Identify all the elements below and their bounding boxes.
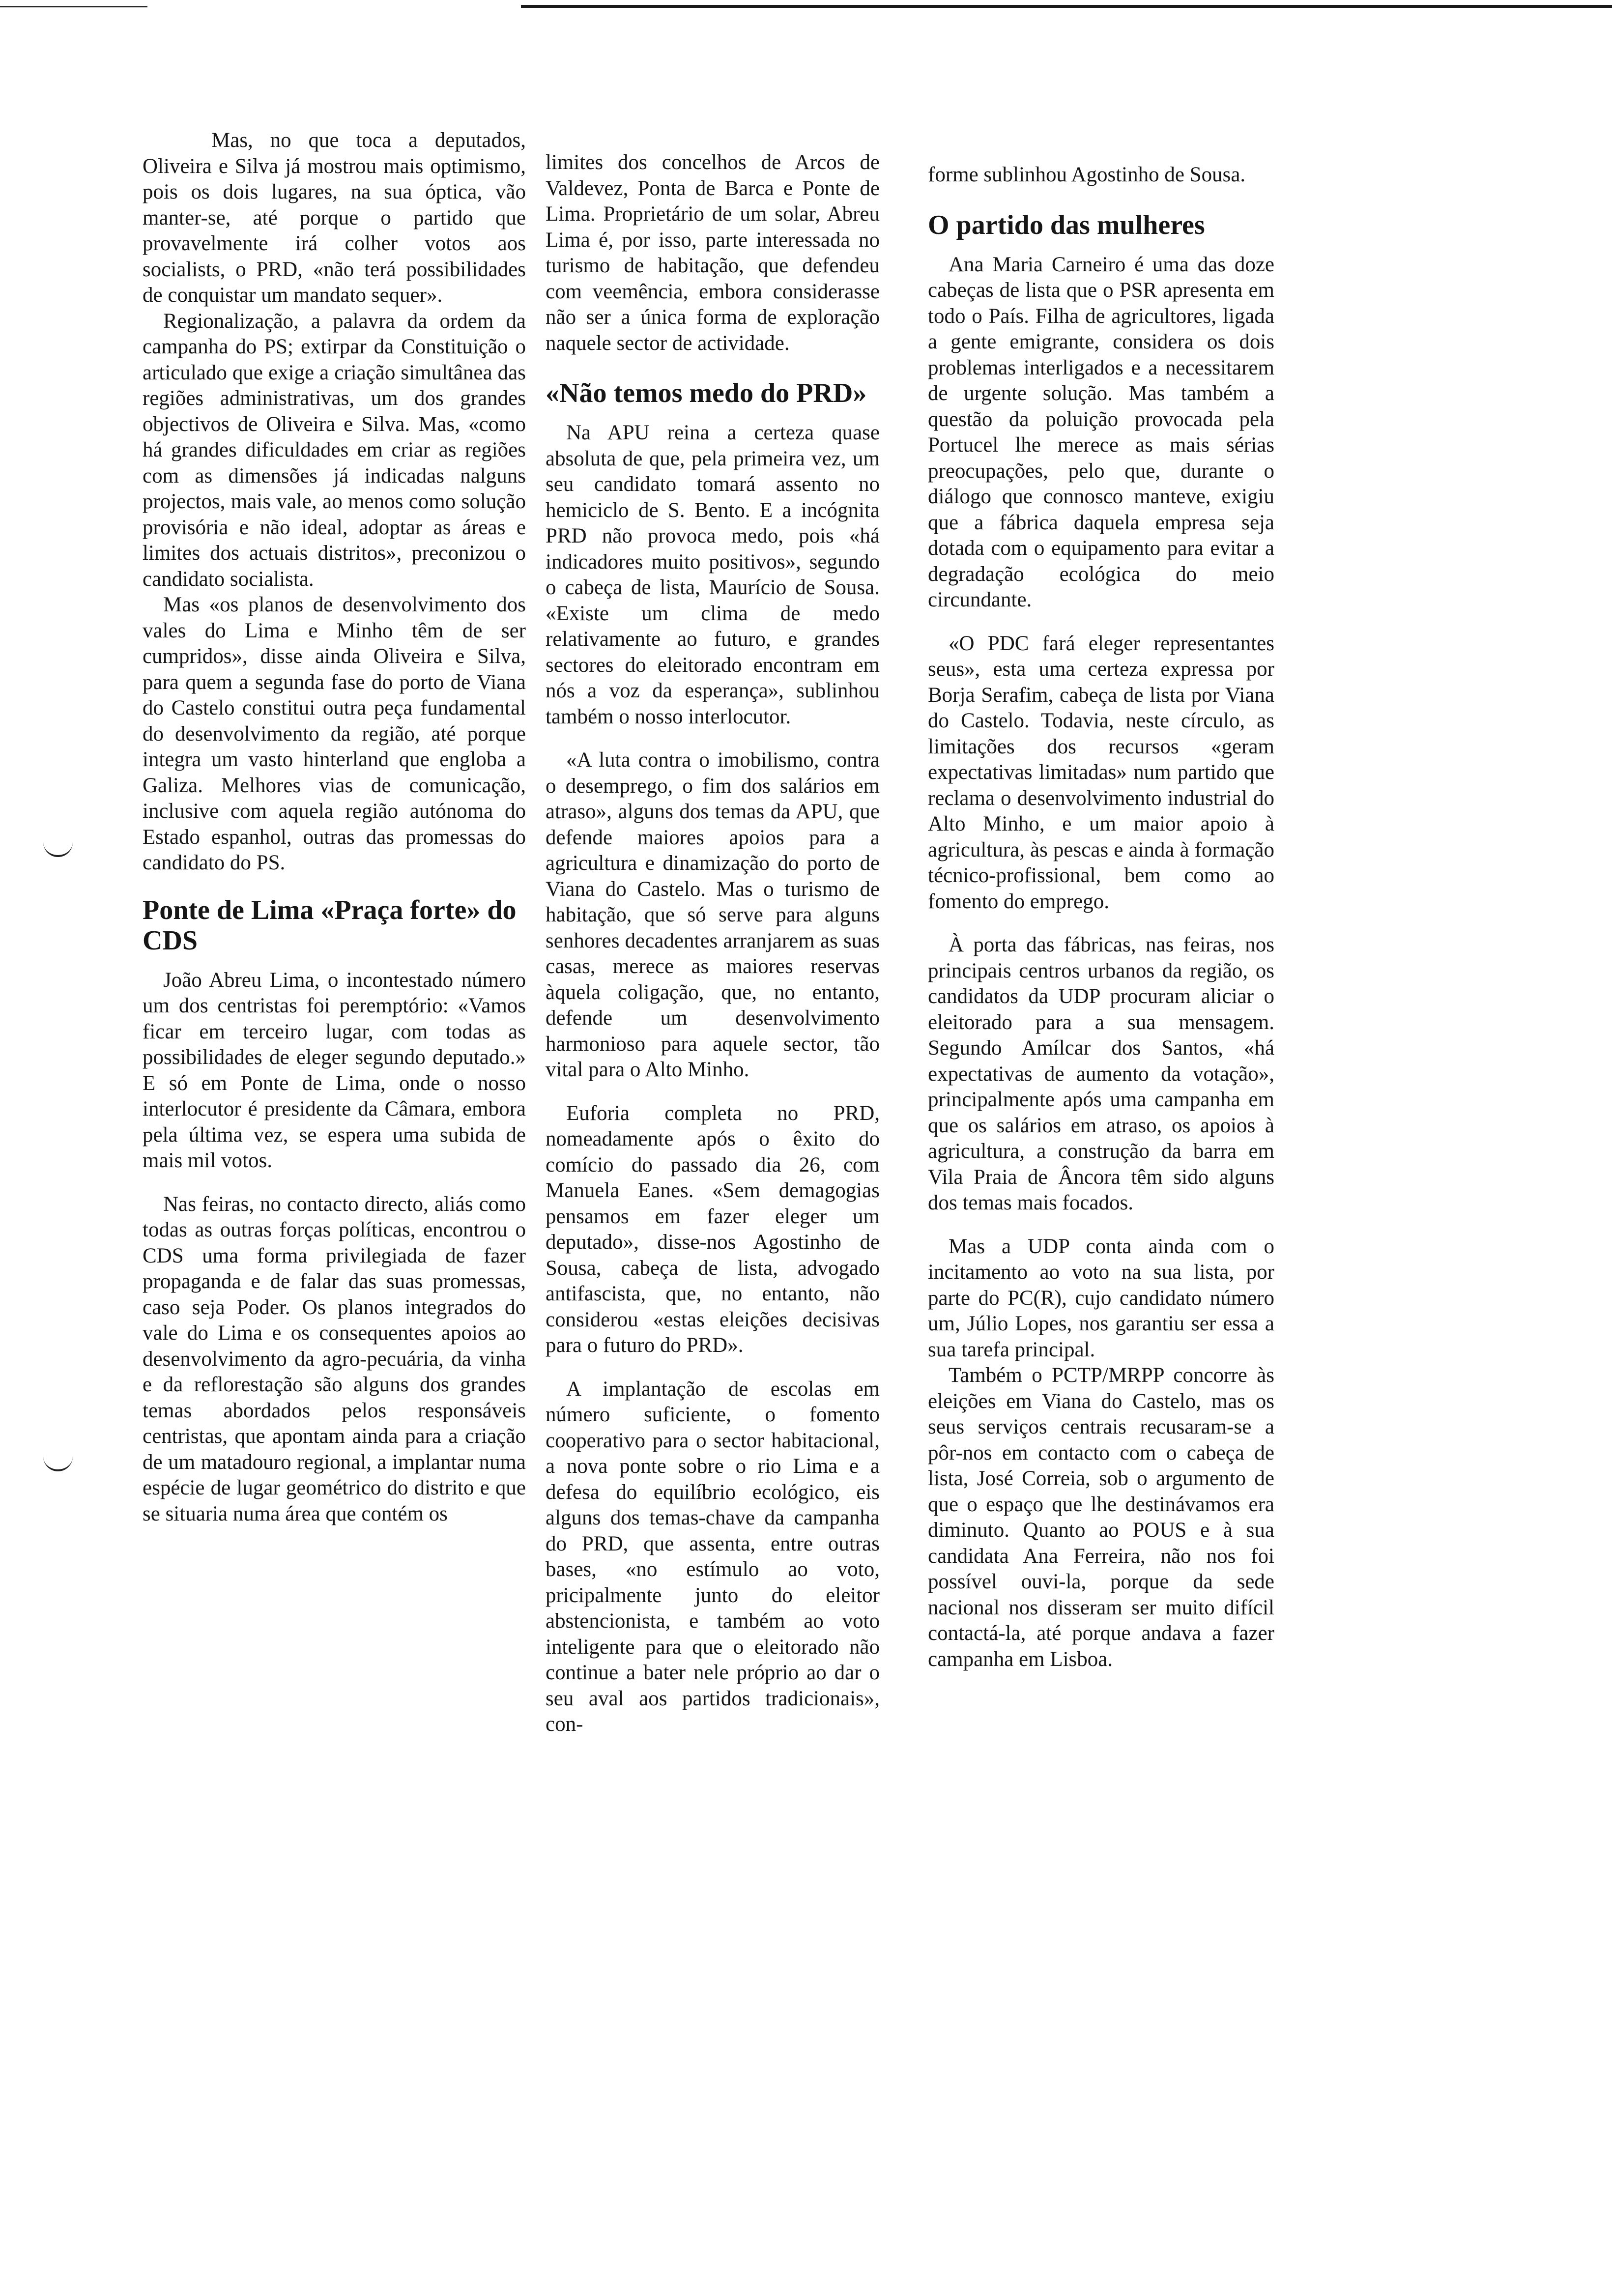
margin-mark bbox=[43, 840, 73, 857]
paragraph: Mas «os planos de desenvolvimento dos vales do Lima e Minho têm de ser cumpridos», disse ainda Oliveira e Silva, para quem a segunda fase do porto de Viana do Castelo constitui outra peça fundamental do desenvolvimento da região, até porque integra um vasto hinterland que engloba a Galiza. Melhores vias de comunicação, inclusive com aquela região autónoma do Estado espanhol, outras das promessas do candidato do PS. bbox=[143, 593, 526, 874]
article-column-2 bbox=[546, 150, 880, 1738]
paragraph: «A luta contra o imobilismo, contra o desemprego, o fim dos salários em atraso», alguns dos temas da APU, que defende maiores apoios para a agricultura e dinamização do porto de Viana do Castelo. Mas o turismo de habitação, que só serve para alguns senhores decadentes arranjarem as suas casas, merece as maiores reservas àquela coligação, que, no entanto, defende um desenvolvimento harmonioso para aquele sector, tão vital para o Alto Minho. bbox=[546, 748, 880, 1081]
paragraph: «O PDC fará eleger representantes seus», esta uma certeza expressa por Borja Serafim, cabeça de lista por Viana do Castelo. Todavia, neste círculo, as limitações dos recursos «geram expectativas limitadas» num partido que reclama o desenvolvimento industrial do Alto Minho, e um maior apoio à agricultura, às pescas e ainda à formação técnico-profissional, bem como ao fomento do emprego. bbox=[928, 631, 1274, 913]
paragraph: À porta das fábricas, nas feiras, nos principais centros urbanos da região, os candidatos da UDP procuram aliciar o eleitorado para a sua mensagem. Segundo Amílcar dos Santos, «há expectativas de aumento da votação», principalmente após uma campanha em que os salários em atraso, os apoios à agricultura, a construção da barra em Vila Praia de Âncora têm sido alguns dos temas mais focados. bbox=[928, 933, 1274, 1214]
paragraph: Mas a UDP conta ainda com o incitamento ao voto na sua lista, por parte do PC(R), cujo candidato número um, Júlio Lopes, nos garantiu ser essa a sua tarefa principal. bbox=[928, 1234, 1274, 1361]
paragraph: forme sublinhou Agostinho de Sousa. bbox=[928, 163, 1246, 186]
paragraph: João Abreu Lima, o incontestado número um dos centristas foi peremptório: «Vamos ficar em terceiro lugar, com todas as possibilidades de eleger segundo deputado.» E só em Ponte de Lima, onde o nosso interlocutor é presidente da Câmara, embora pela última vez, se espera uma subida de mais mil votos. bbox=[143, 968, 526, 1172]
section-heading: «Não temos medo do PRD» bbox=[546, 378, 867, 408]
article-column-1 bbox=[143, 128, 526, 1527]
paragraph: Ana Maria Carneiro é uma das doze cabeças de lista que o PSR apresenta em todo o País. Filha de agricultores, ligada a gente emigrante, considera os dois problemas interligados e a necessitarem de urgente solução. Mas também a questão da poluição provocada pela Portucel lhe merece as mais sérias preocupações, pelo que, durante o diálogo que connosco manteve, exigiu que a fábrica daquela empresa seja dotada com o equipamento para evitar a degradação ecológica do meio circundante. bbox=[928, 253, 1274, 611]
paragraph: Regionalização, a palavra da ordem da campanha do PS; extirpar da Constituição o articulado que exige a criação simultânea das regiões administrativas, um dos grandes objectivos de Oliveira e Silva. Mas, «como há grandes dificuldades em criar as regiões com as dimensões já indicadas nalguns projectos, mais vale, ao menos como solução provisória e não ideal, adoptar as áreas e limites dos actuais distritos», preconizou o candidato socialista. bbox=[143, 309, 526, 591]
paragraph: Mas, no que toca a deputados, Oliveira e Silva já mostrou mais optimismo, pois os dois lugares, na sua óptica, vão manter-se, até porque o partido que provavelmente irá colher votos aos socialists, o PRD, «não terá possibilidades de conquistar um mandato sequer». bbox=[143, 129, 526, 307]
paragraph: Euforia completa no PRD, nomeadamente após o êxito do comício do passado dia 26, com Manuela Eanes. «Sem demagogias pensamos em fazer eleger um deputado», disse-nos Agostinho de Sousa, cabeça de lista, advogado antifascista, que, no entanto, não considerou «estas eleições decisivas para o futuro do PRD». bbox=[546, 1101, 880, 1357]
paragraph: Também o PCTP/MRPP concorre às eleições em Viana do Castelo, mas os seus serviços centrais recusaram-se a pôr-nos em contacto com o cabeça de lista, José Correia, sob o argumento de que o espaço que lhe destinávamos era diminuto. Quanto ao POUS e à sua candidata Ana Ferreira, não nos foi possível ouvi-la, porque da sede nacional nos disseram ser muito difícil contactá-la, até porque andava a fazer campanha em Lisboa. bbox=[928, 1364, 1274, 1671]
top-rule bbox=[521, 5, 1612, 8]
paragraph: limites dos concelhos de Arcos de Valdevez, Ponta de Barca e Ponte de Lima. Proprietário de um solar, Abreu Lima é, por isso, parte interessada no turismo de habitação, que defendeu com veemência, embora considerasse não ser a única forma de exploração naquele sector de actividade. bbox=[546, 151, 880, 355]
section-heading: Ponte de Lima «Praça forte» do CDS bbox=[143, 894, 517, 956]
margin-mark bbox=[43, 1455, 73, 1471]
top-rule-left bbox=[0, 6, 147, 7]
section-heading: O partido das mulheres bbox=[928, 209, 1205, 240]
article-column-3 bbox=[928, 162, 1274, 1672]
paragraph: Nas feiras, no contacto directo, aliás como todas as outras forças políticas, encontrou o CDS uma forma privilegiada de fazer propaganda e de falar das suas promessas, caso seja Poder. Os planos integrados do vale do Lima e os consequentes apoios ao desenvolvimento da agro-pecuária, da vinha e da reflorestação são alguns dos grandes temas abordados pelos responsáveis centristas, que apontam ainda para a criação de um matadouro regional, a implantar numa espécie de lugar geométrico do distrito e que se situaria numa área que contém os bbox=[143, 1192, 526, 1525]
paragraph: Na APU reina a certeza quase absoluta de que, pela primeira vez, um seu candidato tomará assento no hemiciclo de S. Bento. E a incógnita PRD não provoca medo, pois «há indicadores muito positivos», segundo o cabeça de lista, Maurício de Sousa. «Existe um clima de medo relativamente ao futuro, e grandes sectores do eleitorado encontram em nós a voz da esperança», sublinhou também o nosso interlocutor. bbox=[546, 421, 880, 728]
paragraph: A implantação de escolas em número suficiente, o fomento cooperativo para o sector habitacional, a nova ponte sobre o rio Lima e a defesa do equilíbrio ecológico, eis alguns dos temas-chave da campanha do PRD, que assenta, entre outras bases, «no estímulo ao voto, pricipalmente junto do eleitor abstencionista, e também ao voto inteligente para que o eleitorado não continue a bater nele próprio ao dar o seu aval aos partidos tradicionais», con- bbox=[546, 1377, 880, 1736]
